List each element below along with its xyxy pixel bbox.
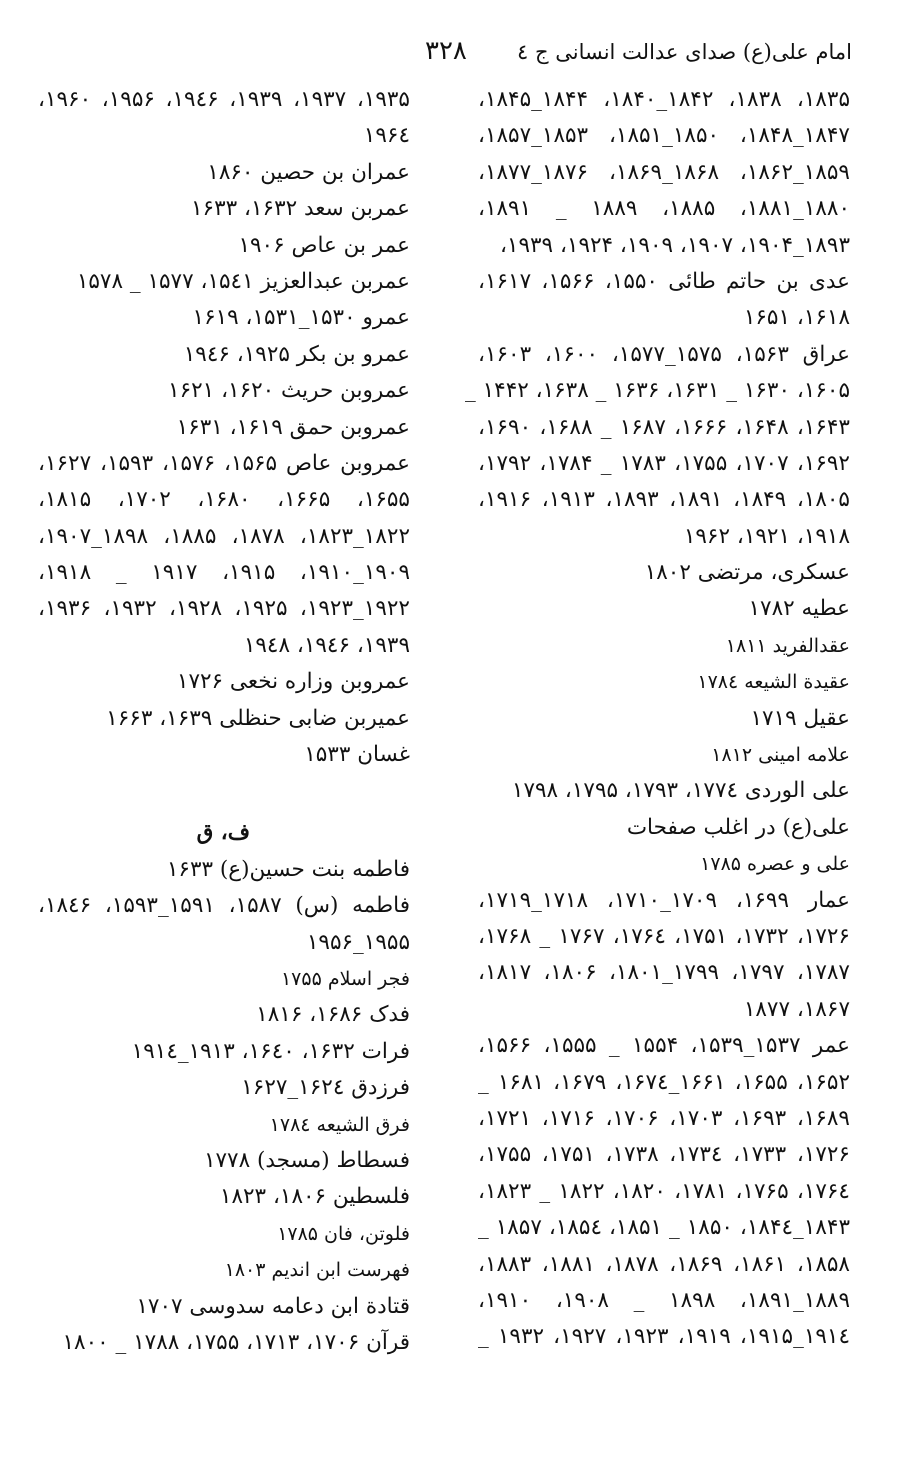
index-line: عمیربن ضابی حنظلی ۱۶۳۹، ۱۶۶۳ [106, 705, 410, 731]
index-line: فرات ۱۶۳۲، ۱۶٤۰، ۱۹۱۳_۱۹۱٤ [131, 1038, 410, 1064]
index-line: عمار ۱۶۹۹، ۱۷۰۹_۱۷۱۰، ۱۷۱۸_۱۷۱۹، [478, 887, 851, 913]
index-line: ۱۹۵۵_۱۹۵۶ [306, 929, 410, 955]
index-line: ۱۶۰۵، ۱۶۳۰ _ ۱۶۳۱، ۱۶۳۶ _ ۱۶۳۸، ۱۴۴۲ _ [465, 378, 850, 404]
index-entries-fa-qaf [38, 852, 410, 1361]
index-line: ۱۹۳۹، ۱۹٤۶، ۱۹٤۸ [243, 632, 410, 658]
index-line: ۱۸۹۳_۱۹۰۴، ۱۹۰۷، ۱۹۰۹، ۱۹۲۴، ۱۹۳۹، [499, 232, 850, 258]
index-line: عمروبن وزاره نخعی ۱۷۲۶ [176, 669, 410, 695]
running-title: امام علی(ع) صدای عدالت انسانی ج ٤ [517, 40, 852, 64]
index-column-right [465, 82, 851, 1356]
section-gap [38, 773, 410, 815]
index-line: عطیه ۱۷۸۲ [748, 596, 850, 622]
index-line: ۱۹۰۹_۱۹۱۰، ۱۹۱۵، ۱۹۱۷ _ ۱۹۱۸، [38, 560, 411, 586]
index-line: ۱۸۰۵، ۱۸۴۹، ۱۸۹۱، ۱۸۹۳، ۱۹۱۳، ۱۹۱۶، [478, 487, 850, 513]
index-column-left [38, 82, 410, 1361]
index-line: فسطاط (مسجد) ۱۷۷۸ [203, 1147, 410, 1173]
index-line: قتادة ابن دعامه سدوسی ۱۷۰۷ [136, 1293, 410, 1319]
index-line: ۱۸۸۹_۱۸۹۱، ۱۸۹۸ _ ۱۹۰۸، ۱۹۱۰، [478, 1287, 851, 1313]
index-line: فلوتن، فان ۱۷۸۵ [277, 1222, 410, 1245]
index-line: فرق الشیعه ۱۷۸٤ [269, 1113, 410, 1136]
index-line: عمر بن عاص ۱۹۰۶ [238, 232, 410, 258]
index-line: ۱۹۳۵، ۱۹۳۷، ۱۹۳۹، ۱۹٤۶، ۱۹۵۶، ۱۹۶۰، [38, 87, 410, 112]
index-line: قرآن ۱۷۰۶، ۱۷۱۳، ۱۷۵۵، ۱۷۸۸ _ ۱۸۰۰ [62, 1329, 410, 1355]
section-heading: ف، ق [196, 820, 250, 846]
index-line: فلسطین ۱۸۰۶، ۱۸۲۳ [219, 1184, 410, 1210]
index-line: ۱۸۶۷، ۱۸۷۷ [743, 996, 850, 1022]
index-line: عدی بن حاتم طائی ۱۵۵۰، ۱۵۶۶، ۱۶۱۷، [478, 268, 850, 294]
index-line: ۱۶۸۹، ۱۶۹۳، ۱۷۰۳، ۱۷۰۶، ۱۷۱۶، ۱۷۲۱، [478, 1105, 850, 1131]
index-line: عمروبن حمق ۱۶۱۹، ۱۶۳۱ [176, 414, 410, 440]
index-line: عمروبن حریث ۱۶۲۰، ۱۶۲۱ [168, 378, 410, 404]
index-line: ۱۸۸۰_۱۸۸۱، ۱۸۸۵، ۱۸۸۹ _ ۱۸۹۱، [478, 196, 851, 222]
index-line: ۱۶۵۲، ۱۶۵۵، ۱۶۶۱_۱۶۷٤، ۱۶۷۹، ۱۶۸۱ _ [478, 1069, 851, 1095]
index-line: ۱۷۲۶، ۱۷۳۲، ۱۷۵۱، ۱۷۶٤، ۱۷۶۷ _ ۱۷۶۸، [478, 923, 850, 949]
index-line: عقیدة الشیعه ۱۷۸٤ [697, 671, 850, 694]
index-line: ۱۸۴۷_۱۸۴۸، ۱۸۵۰_۱۸۵۱، ۱۸۵۳_۱۸۵۷، [478, 123, 850, 149]
index-line: علی و عصره ۱۷۸۵ [700, 853, 850, 876]
index-line: عقیل ۱۷۱۹ [750, 705, 850, 731]
index-line: فرزدق ۱۶۲٤_۱۶۲۷ [241, 1075, 410, 1101]
page-number: ٣٢٨ [425, 36, 467, 66]
index-line: فاطمه (س) ۱۵۸۷، ۱۵۹۱_۱۵۹۳، ۱۸٤۶، [38, 893, 410, 919]
index-line: عمربن سعد ۱۶۳۲، ۱۶۳۳ [191, 196, 410, 222]
index-line: عراق ۱۵۶۳، ۱۵۷۵_۱۵۷۷، ۱۶۰۰، ۱۶۰۳، [478, 341, 850, 367]
index-line: ۱۸۵۸، ۱۸۶۱، ۱۸۶۹، ۱۸۷۸، ۱۸۸۱، ۱۸۸۳، [478, 1251, 850, 1277]
index-line: عمرو ۱۵۳۰_۱۵۳۱، ۱۶۱۹ [192, 305, 410, 331]
index-line: علامه امینی ۱۸۱۲ [711, 744, 850, 767]
index-line: ۱۸۲۲_۱۸۲۳، ۱۸۷۸، ۱۸۸۵، ۱۸۹۸_۱۹۰۷، [38, 523, 410, 549]
index-line: ۱۹۲۲_۱۹۲۳، ۱۹۲۵، ۱۹۲۸، ۱۹۳۲، ۱۹۳۶، [38, 596, 410, 622]
index-line: فهرست ابن اندیم ۱۸۰۳ [224, 1259, 410, 1282]
index-line: عسکری، مرتضی ۱۸۰۲ [644, 560, 850, 586]
index-line: ۱۹۱۸، ۱۹۲۱، ۱۹۶۲ [683, 523, 850, 549]
index-line: ۱۶۱۸، ۱۶۵۱ [743, 305, 850, 331]
index-line: ۱۷۸۷، ۱۷۹۷، ۱۷۹۹_۱۸۰۱، ۱۸۰۶، ۱۸۱۷، [478, 960, 850, 986]
index-line: ۱۸۴۳_۱۸۴٤، ۱۸۵۰ _ ۱۸۵۱، ۱۸۵٤، ۱۸۵۷ _ [478, 1215, 850, 1241]
index-line: عمربن عبدالعزیز ۱۵٤۱، ۱۵۷۷ _ ۱۵۷۸ [76, 268, 410, 294]
index-line: ۱۶۴۳، ۱۶۴۸، ۱۶۶۶، ۱۶۸۷ _ ۱۶۸۸، ۱۶۹۰، [478, 414, 850, 440]
index-line: فجر اسلام ۱۷۵۵ [280, 967, 410, 990]
index-line: غسان ۱۵۳۳ [304, 742, 410, 768]
index-line: فدک ۱۶۸۶، ۱۸۱۶ [256, 1002, 410, 1028]
page-header [40, 36, 852, 76]
index-line: عمرو بن بکر ۱۹۲۵، ۱۹٤۶ [183, 341, 410, 367]
index-line: ۱۹۶٤ [363, 123, 410, 149]
index-line: علی(ع) در اغلب صفحات [626, 814, 850, 840]
index-line: علی الوردی ۱۷۷٤، ۱۷۹۳، ۱۷۹۵، ۱۷۹۸ [511, 778, 850, 804]
index-line: عمروبن عاص ۱۵۶۵، ۱۵۷۶، ۱۵۹۳، ۱۶۲۷، [38, 450, 410, 476]
index-line: عمر ۱۵۳۷_۱۵۳۹، ۱۵۵۴ _ ۱۵۵۵، ۱۵۶۶، [478, 1033, 850, 1059]
index-line: فاطمه بنت حسین(ع) ۱۶۳۳ [166, 856, 410, 882]
index-line: عمران بن حصین ۱۸۶۰ [207, 159, 410, 185]
index-line: عقدالفرید ۱۸۱۱ [725, 634, 850, 657]
index-entries-ain [38, 82, 410, 773]
index-line: ۱۸۳۵، ۱۸۳۸، ۱۸۴۲_۱۸۴۰، ۱۸۴۴_۱۸۴۵، [478, 87, 850, 112]
index-line: ۱۷۶٤، ۱۷۶۵، ۱۷۸۱، ۱۸۲۰، ۱۸۲۲ _ ۱۸۲۳، [478, 1178, 850, 1204]
index-line: ۱۷۲۶، ۱۷۳۳، ۱۷۳٤، ۱۷۳۸، ۱۷۵۱، ۱۷۵۵، [478, 1142, 850, 1168]
index-line: ۱۹۱٤_۱۹۱۵، ۱۹۱۹، ۱۹۲۳، ۱۹۲۷، ۱۹۳۲ _ [478, 1324, 851, 1350]
index-line: ۱۶۵۵، ۱۶۶۵، ۱۶۸۰، ۱۷۰۲، ۱۸۱۵، [38, 487, 410, 513]
index-line: ۱۸۵۹_۱۸۶۲، ۱۸۶۸_۱۸۶۹، ۱۸۷۶_۱۸۷۷، [478, 159, 850, 185]
index-line: ۱۶۹۲، ۱۷۰۷، ۱۷۵۵، ۱۷۸۳ _ ۱۷۸۴، ۱۷۹۲، [478, 450, 850, 476]
